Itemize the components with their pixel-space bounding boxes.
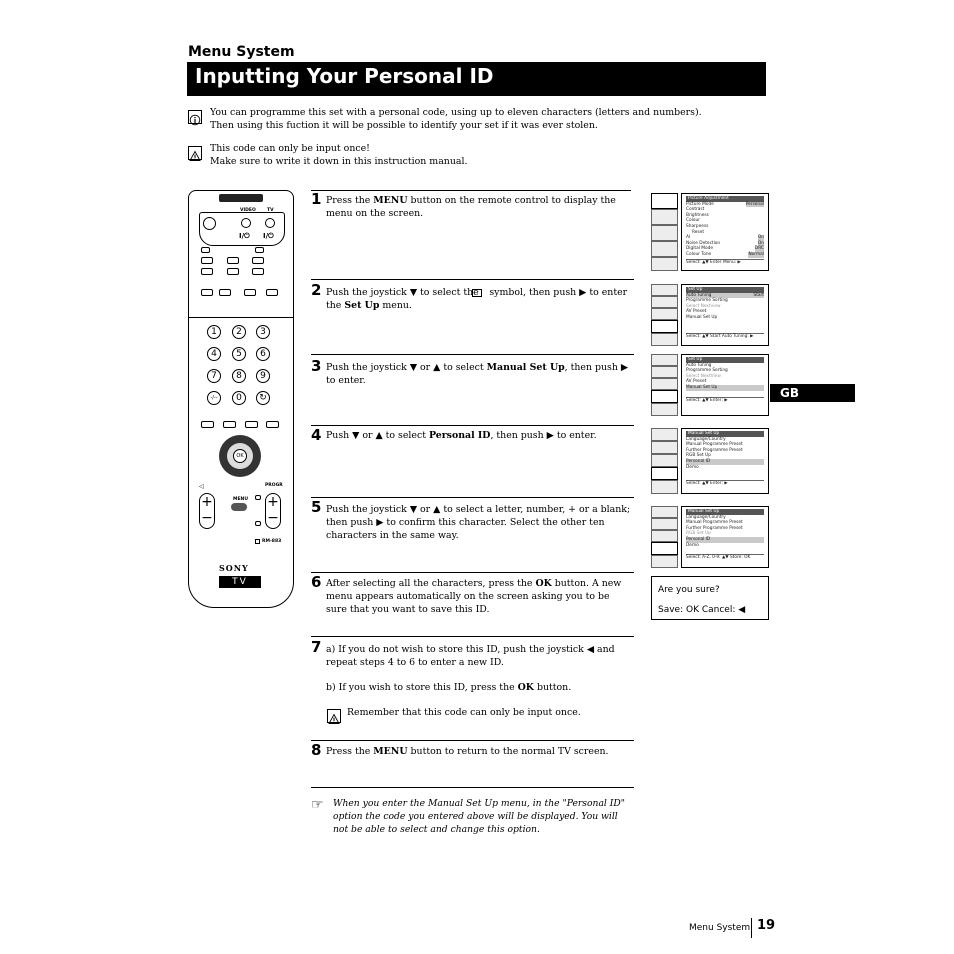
osd-title: Manual Set Up <box>686 509 764 515</box>
osd-row: Further Programme Preset <box>686 525 743 531</box>
model-icon <box>255 539 260 544</box>
step-7-warning: Remember that this code can only be input once. <box>347 707 581 718</box>
step-7a-text: a) If you do not wish to store this ID, push the joystick ◀ and repeat steps 4 to 6 to enter a new ID. <box>326 644 615 668</box>
osd-title: Set Up <box>686 357 764 363</box>
confirm-options: Save: OK Cancel: ◀ <box>658 605 746 615</box>
step-1-rule <box>311 190 631 191</box>
osd-tab <box>651 403 678 416</box>
digit-button-1: 1 <box>207 325 221 339</box>
menu-button <box>231 503 247 511</box>
step-7b-text: b) If you wish to store this ID, press the OK button. <box>326 682 572 693</box>
language-tab-label: GB <box>780 386 799 400</box>
remote-button <box>252 268 264 275</box>
remote-button <box>255 247 264 253</box>
osd-row: Sharpness <box>686 223 709 229</box>
osd-tab-setup <box>651 390 678 403</box>
osd-row: Language/Country <box>686 436 726 442</box>
warning-icon <box>188 146 202 160</box>
remote-button <box>227 257 239 264</box>
osd-row: RGB Set Up <box>686 453 711 459</box>
osd-setup-manual <box>651 354 769 416</box>
osd-personal-id-edit <box>651 506 769 568</box>
osd-row: Demo <box>686 464 699 470</box>
digit-button-6: 6 <box>256 347 270 361</box>
osd-tab <box>651 366 678 378</box>
page-title: Inputting Your Personal ID <box>195 64 494 88</box>
step-7-number: 7 <box>311 638 322 656</box>
intro-warning <box>210 143 630 168</box>
footer-divider <box>751 918 752 938</box>
step-2-text: Push the joystick ▼ to select the symbol, then push ▶ to enter the Set Up menu. <box>326 287 628 311</box>
osd-title: Set Up <box>686 287 764 293</box>
ok-button: OK <box>233 449 247 463</box>
osd-row: Brightness <box>686 212 709 218</box>
digit-button-0: 0 <box>232 391 246 405</box>
osd-tab-picture <box>651 193 678 209</box>
brand-logo: SONY <box>219 563 249 573</box>
video-power-button <box>241 218 251 228</box>
digit-button-4: 4 <box>207 347 221 361</box>
note-text: When you enter the Manual Set Up menu, in the "Personal ID" option the code you entered above will be displayed. You will not be able to select and change this option. <box>333 798 626 835</box>
osd-tab <box>651 454 678 467</box>
osd-tab <box>651 308 678 320</box>
osd-row: Picture Mode Personal <box>686 201 764 207</box>
step-5-text: Push the joystick ▼ or ▲ to select a letter, number, + or a blank; then push ▶ to confirm this character. Select the other ten characters in the same way. <box>326 504 631 541</box>
volume-icon: ◁ <box>199 483 204 490</box>
osd-footer: Select: ▲▼ Enter Menu: ▶ <box>686 259 764 266</box>
remote-button <box>223 421 236 428</box>
osd-row: Manual Programme Preset <box>686 442 743 448</box>
jump-button: ↻ <box>256 391 270 405</box>
setup-symbol-icon <box>472 289 482 297</box>
warning-icon <box>327 709 341 723</box>
remote-button <box>227 268 239 275</box>
mute-button <box>203 217 216 230</box>
progr-rocker: + − <box>265 493 281 529</box>
step-7-rule <box>311 636 634 637</box>
step-1-number: 1 <box>311 190 322 208</box>
remote-button <box>201 421 214 428</box>
step-4-text: Push ▼ or ▲ to select Personal ID, then push ▶ to enter. <box>326 430 597 441</box>
remote-button <box>201 289 213 296</box>
digit-button-8: 8 <box>232 369 246 383</box>
step-8-number: 8 <box>311 741 322 759</box>
osd-row: Colour <box>686 218 700 224</box>
remote-button <box>201 268 213 275</box>
osd-row: Auto Tuning Start <box>686 292 764 298</box>
remote-button <box>219 289 231 296</box>
remote-button <box>266 289 278 296</box>
menu-label: MENU <box>233 497 248 502</box>
progr-label: PROGR <box>265 483 283 488</box>
osd-panel <box>681 428 769 494</box>
step-3-rule <box>311 354 634 355</box>
osd-tab <box>651 225 678 241</box>
step-2-rule <box>311 279 634 280</box>
osd-row: Language/Country <box>686 514 726 520</box>
step-8-text: Press the MENU button to return to the normal TV screen. <box>326 746 609 757</box>
osd-tab <box>651 441 678 454</box>
osd-row: Personal ID <box>686 537 764 543</box>
confirm-question: Are you sure? <box>658 585 720 595</box>
step-6-rule <box>311 572 634 573</box>
digit-entry-button: -/-- <box>207 391 221 405</box>
remote-button <box>244 289 256 296</box>
osd-row: Personal ID <box>686 459 764 465</box>
osd-row: RGB Set Up <box>686 531 711 537</box>
osd-tab <box>651 530 678 542</box>
confirm-dialog <box>651 576 769 620</box>
tv-badge: TV <box>219 576 261 588</box>
section-title: Menu System <box>188 44 295 60</box>
osd-row: Manual Programme Preset <box>686 520 743 526</box>
osd-row: Manual Set Up <box>686 385 764 391</box>
info-icon <box>188 110 202 124</box>
osd-row: Reset <box>692 229 705 235</box>
osd-picture-adjustment <box>651 193 769 271</box>
remote-button <box>245 421 258 428</box>
osd-panel <box>681 354 769 416</box>
osd-row: AV Preset <box>686 379 707 385</box>
osd-manual-setup <box>651 428 769 494</box>
osd-tab-setup <box>651 542 678 555</box>
osd-tab <box>651 284 678 296</box>
osd-panel <box>681 193 769 271</box>
note-hand-icon: ☞ <box>311 797 324 813</box>
osd-title: Picture Adjustment <box>686 196 764 202</box>
osd-tab <box>651 428 678 441</box>
footer-section: Menu System <box>689 923 751 933</box>
osd-tab <box>651 333 678 346</box>
remote-button <box>201 247 210 253</box>
osd-row: AV Preset <box>686 309 707 315</box>
osd-row: Noise Detection On <box>686 240 764 246</box>
digit-button-2: 2 <box>232 325 246 339</box>
step-6-number: 6 <box>311 573 322 591</box>
digit-button-7: 7 <box>207 369 221 383</box>
osd-footer: Select: A-Z, 0-9: ▲▼ Store: OK <box>686 554 764 561</box>
remote-button <box>201 257 213 264</box>
osd-row: Manual Set Up <box>686 314 718 320</box>
osd-panel <box>681 506 769 568</box>
tv-label: TV <box>267 208 274 213</box>
remote-button <box>255 521 261 526</box>
remote-button <box>255 495 261 500</box>
osd-row: Select Nextview <box>686 303 721 309</box>
osd-tab-setup <box>651 320 678 333</box>
step-1-text: Press the MENU button on the remote control to display the menu on the screen. <box>326 195 616 219</box>
osd-tab <box>651 354 678 366</box>
osd-row: Digital Mode DRC <box>686 246 764 252</box>
osd-row: AI On <box>686 235 764 241</box>
osd-tab <box>651 555 678 568</box>
tv-standby-icon: I/⏻ <box>263 232 274 240</box>
osd-row: Colour Tone Normal <box>686 251 764 257</box>
tv-power-button <box>265 218 275 228</box>
osd-row: Programme Sorting <box>686 368 728 374</box>
model-label: RM-883 <box>262 539 282 544</box>
step-4-rule <box>311 425 634 426</box>
digit-button-3: 3 <box>256 325 270 339</box>
step-5-rule <box>311 497 634 498</box>
osd-tab <box>651 480 678 494</box>
note-rule <box>311 787 634 788</box>
volume-rocker: + − <box>199 493 215 529</box>
osd-title: Manual Set Up <box>686 431 764 437</box>
step-3-number: 3 <box>311 357 322 375</box>
osd-tab <box>651 378 678 390</box>
osd-panel <box>681 284 769 346</box>
osd-row: Auto Tuning <box>686 362 712 368</box>
page-number: 19 <box>757 918 776 933</box>
osd-row: Further Programme Preset <box>686 447 743 453</box>
osd-tab <box>651 209 678 225</box>
osd-tab-setup <box>651 467 678 480</box>
divider <box>189 317 293 318</box>
step-8-rule <box>311 740 634 741</box>
video-label: VIDEO <box>240 208 256 213</box>
osd-tab <box>651 296 678 308</box>
step-3-text: Push the joystick ▼ or ▲ to select Manual Set Up, then push ▶ to enter. <box>326 362 629 386</box>
osd-row: Programme Sorting <box>686 298 728 304</box>
osd-tab <box>651 518 678 530</box>
step-2-number: 2 <box>311 281 322 299</box>
osd-setup <box>651 284 769 346</box>
video-standby-icon: I/⏻ <box>239 232 250 240</box>
step-5-number: 5 <box>311 498 322 516</box>
intro-info-text: You can programme this set with a personal code, using up to eleven characters (letters and numbers). Then using this fuction it will be possible to identify your set if it was ever stolen. <box>210 107 702 131</box>
osd-footer: Select: ▲▼ Start Auto Tuning: ▶ <box>686 333 764 340</box>
remote-button <box>266 421 279 428</box>
osd-row: Demo <box>686 542 699 548</box>
digit-button-9: 9 <box>256 369 270 383</box>
osd-row: Contrast <box>686 207 705 213</box>
osd-footer: Select: ▲▼ Enter: ▶ <box>686 480 764 487</box>
remote-button <box>252 257 264 264</box>
osd-row: Select NextView <box>686 373 721 379</box>
warning-line-1: This code can only be input once! <box>210 143 370 154</box>
osd-footer: Select: ▲▼ Enter: ▶ <box>686 397 764 404</box>
osd-tab <box>651 506 678 518</box>
osd-tab <box>651 241 678 257</box>
step-6-text: After selecting all the characters, press the OK button. A new menu appears automatically on the screen asking you to be sure that you want to save this ID. <box>326 578 622 615</box>
digit-button-5: 5 <box>232 347 246 361</box>
ir-window <box>219 194 263 202</box>
remote-control <box>188 190 294 608</box>
step-4-number: 4 <box>311 426 322 444</box>
osd-tab <box>651 257 678 271</box>
warning-line-2: Make sure to write it down in this instruction manual. <box>210 155 468 167</box>
